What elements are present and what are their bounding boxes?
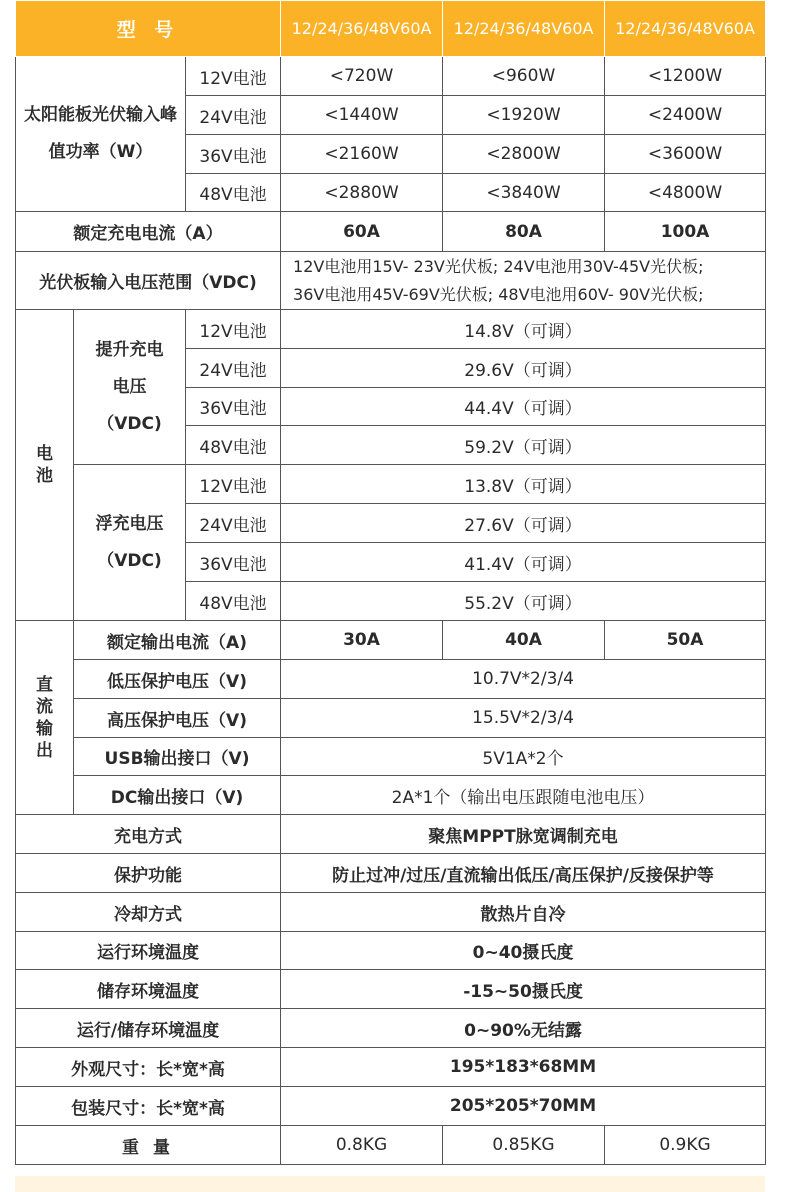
rated-charge-current-value: 60A: [281, 212, 443, 252]
weight-value: 0.8KG: [281, 1126, 443, 1165]
battery-label: 36V电池: [186, 135, 281, 174]
model-2: 12/24/36/48V60A: [443, 1, 605, 57]
rated-charge-current-label: 额定充电电流（A）: [16, 212, 281, 252]
weight-value: 0.85KG: [443, 1126, 605, 1165]
dc-output-port-label: DC输出接口（V): [74, 776, 281, 815]
boost-voltage-value: 29.6V（可调）: [281, 349, 766, 388]
spec-row: [16, 1087, 766, 1126]
rated-output-current-row: [16, 621, 766, 660]
spec-label: 包装尺寸：长*宽*高: [16, 1087, 281, 1126]
spec-label: 储存环境温度: [16, 970, 281, 1009]
battery-label: 24V电池: [186, 96, 281, 135]
spec-row: [16, 893, 766, 932]
battery-label: 12V电池: [186, 57, 281, 96]
float-voltage-label: 浮充电压（VDC): [74, 465, 186, 621]
boost-voltage-row-12v: [16, 310, 766, 349]
pv-input-voltage-value: [281, 252, 766, 310]
battery-label: 12V电池: [186, 465, 281, 504]
pv-power-value: <2800W: [443, 135, 605, 174]
spec-label: 外观尺寸：长*宽*高: [16, 1048, 281, 1087]
battery-section-label: 电池: [16, 310, 74, 621]
battery-label: 48V电池: [186, 582, 281, 621]
spec-label: 保护功能: [16, 854, 281, 893]
spec-value: 散热片自冷: [281, 893, 766, 932]
rated-output-current-label: 额定输出电流（A): [74, 621, 281, 660]
rated-output-current-value: 30A: [281, 621, 443, 660]
spec-row: [16, 815, 766, 854]
pv-power-value: <1200W: [605, 57, 766, 96]
spec-label: 运行环境温度: [16, 932, 281, 970]
dc-output-section-label: 直流输出: [16, 621, 74, 815]
float-voltage-value: 41.4V（可调）: [281, 543, 766, 582]
pv-power-row-12v: [16, 57, 766, 96]
pv-power-value: <720W: [281, 57, 443, 96]
pv-input-voltage-line-1: 12V电池用15V- 23V光伏板; 24V电池用30V-45V光伏板;: [293, 256, 704, 276]
usb-output-value: 5V1A*2个: [281, 738, 766, 776]
high-voltage-protection-row: [16, 699, 766, 738]
rated-output-current-value: 40A: [443, 621, 605, 660]
weight-label: 重 量: [16, 1126, 281, 1165]
boost-voltage-value: 14.8V（可调）: [281, 310, 766, 349]
pv-input-voltage-label: 光伏板输入电压范围（VDC): [16, 252, 281, 310]
pv-power-value: <2160W: [281, 135, 443, 174]
float-voltage-value: 13.8V（可调）: [281, 465, 766, 504]
rated-charge-current-value: 100A: [605, 212, 766, 252]
model-3: 12/24/36/48V60A: [605, 1, 766, 57]
pv-power-value: <960W: [443, 57, 605, 96]
usb-output-label: USB输出接口（V): [74, 738, 281, 776]
spec-value: 防止过冲/过压/直流输出低压/高压保护/反接保护等: [281, 854, 766, 893]
high-voltage-protection-label: 高压保护电压（V): [74, 699, 281, 738]
pv-power-value: <3840W: [443, 174, 605, 212]
battery-label: 48V电池: [186, 426, 281, 465]
spec-table: [15, 0, 766, 1165]
float-voltage-value: 27.6V（可调）: [281, 504, 766, 543]
boost-voltage-value: 44.4V（可调）: [281, 388, 766, 426]
spec-value: -15~50摄氏度: [281, 970, 766, 1009]
pv-input-voltage-row: [16, 252, 766, 310]
header-title: 型 号: [16, 1, 281, 57]
battery-label: 36V电池: [186, 388, 281, 426]
spec-value: 205*205*70MM: [281, 1087, 766, 1126]
rated-charge-current-value: 80A: [443, 212, 605, 252]
weight-row: [16, 1126, 766, 1165]
spec-row: [16, 970, 766, 1009]
dc-output-port-value: 2A*1个（输出电压跟随电池电压）: [281, 776, 766, 815]
pv-power-value: <4800W: [605, 174, 766, 212]
pv-power-value: <2880W: [281, 174, 443, 212]
spec-row: [16, 854, 766, 893]
header-row: [16, 1, 766, 57]
model-1: 12/24/36/48V60A: [281, 1, 443, 57]
boost-voltage-value: 59.2V（可调）: [281, 426, 766, 465]
spec-row: [16, 1048, 766, 1087]
rated-output-current-value: 50A: [605, 621, 766, 660]
float-voltage-value: 55.2V（可调）: [281, 582, 766, 621]
battery-label: 36V电池: [186, 543, 281, 582]
dc-output-port-row: [16, 776, 766, 815]
spec-row: [16, 1009, 766, 1048]
spec-label: 充电方式: [16, 815, 281, 854]
pv-power-value: <1440W: [281, 96, 443, 135]
battery-label: 24V电池: [186, 349, 281, 388]
spec-label: 冷却方式: [16, 893, 281, 932]
spec-row: [16, 932, 766, 970]
low-voltage-protection-label: 低压保护电压（V): [74, 660, 281, 699]
pv-input-voltage-line-2: 36V电池用45V-69V光伏板; 48V电池用60V- 90V光伏板;: [293, 284, 704, 304]
pv-peak-power-label: 太阳能板光伏输入峰值功率（W）: [16, 57, 186, 212]
low-voltage-protection-value: 10.7V*2/3/4: [281, 660, 766, 699]
weight-value: 0.9KG: [605, 1126, 766, 1165]
high-voltage-protection-value: 15.5V*2/3/4: [281, 699, 766, 738]
usb-output-row: [16, 738, 766, 776]
spec-value: 聚焦MPPT脉宽调制充电: [281, 815, 766, 854]
pv-power-value: <1920W: [443, 96, 605, 135]
spec-value: 0~90%无结露: [281, 1009, 766, 1048]
spec-label: 运行/储存环境温度: [16, 1009, 281, 1048]
low-voltage-protection-row: [16, 660, 766, 699]
pv-power-value: <3600W: [605, 135, 766, 174]
boost-voltage-label: 提升充电电压（VDC): [74, 310, 186, 465]
bottom-decor-bar: [15, 1176, 765, 1192]
battery-label: 12V电池: [186, 310, 281, 349]
spec-value: 0~40摄氏度: [281, 932, 766, 970]
float-voltage-row-12v: [16, 465, 766, 504]
battery-label: 48V电池: [186, 174, 281, 212]
spec-value: 195*183*68MM: [281, 1048, 766, 1087]
rated-charge-current-row: [16, 212, 766, 252]
pv-power-value: <2400W: [605, 96, 766, 135]
battery-label: 24V电池: [186, 504, 281, 543]
